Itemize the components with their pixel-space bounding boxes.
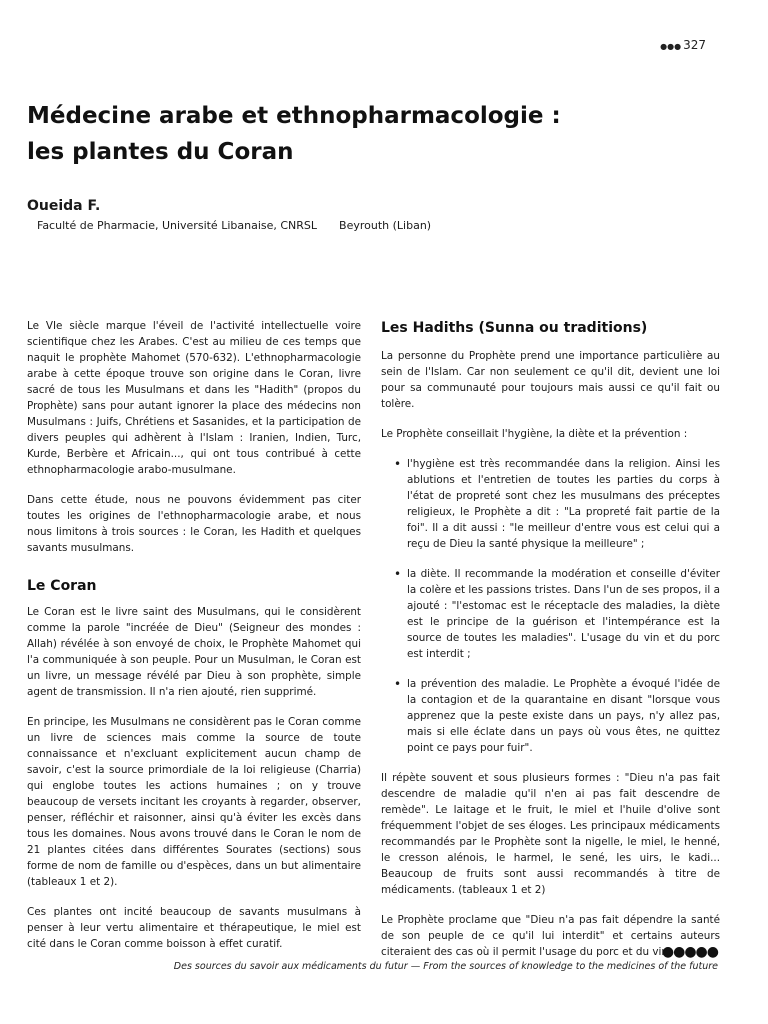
left-column [27,318,361,966]
section-heading-coran: Le Coran [27,578,97,594]
author-affiliation [37,219,431,232]
hadiths-paragraph-4: Le Prophète proclame que "Dieu n'a pas fait dépendre la santé de son peuple de ce qu'il lui interdit" et certains auteurs citeraient des cas où il permit l'usage du porc et du vin. [381,914,720,958]
page-number [660,38,706,52]
hadiths-paragraph-2: Le Prophète conseillait l'hygiène, la diète et la prévention : [381,428,688,440]
affiliation-city: Beyrouth (Liban) [339,219,432,232]
list-item-prevention: • la prévention des maladie. Le Prophète a évoqué l'idée de la contagion et de la quarantaine en disant "lorsque vous apprenez que la peste existe dans un pays, n'y allez pas, mais si elle éclate dans un pays où vous êtes, ne quittez point ce pays pour fuir". [407,676,720,756]
intro-paragraph-2: Dans cette étude, nous ne pouvons évidemment pas citer toutes les origines de l'ethnopharmacologie arabe, et nous nous limitons à trois sources : le Coran, les Hadith et quelques savants musulmans. [27,494,361,554]
list-item-diete: • la diète. Il recommande la modération et conseille d'éviter la colère et les passions tristes. Dans l'un de ses propos, il a ajouté : "l'estomac est le réceptacle des maladies, la diète est le principe de la guérison et l'intempérance est la source de toutes les maladies". L'usage du vin et du porc est interdit ; [407,566,720,662]
advice-list [381,456,720,756]
header-dots: ●●● [660,42,682,51]
right-column [381,320,720,974]
title-line-1: Médecine arabe et ethnopharmacologie : [27,103,561,129]
page-number-value: 327 [683,38,706,52]
coran-paragraph-1: Le Coran est le livre saint des Musulmans, qui le considèrent comme la parole "incréée de Dieu" (Seigneur des mondes : Allah) révélée à son envoyé de choix, le Prophète Mahomet qui l'a communiquée à son peuple. Pour un Musulman, le Coran est un livre, un message révélé par Dieu à son prophète, simple agent de transmission. Il n'a rien ajouté, rien supprimé. [27,606,361,698]
running-footer: Des sources du savoir aux médicaments du futur — From the sources of knowledge to the medicines of the future [173,961,718,972]
hadiths-paragraph-1: La personne du Prophète prend une importance particulière au sein de l'Islam. Car non seulement ce qu'il dit, devient une loi pour sa communauté pour toujours mais aussi ce qu'il fait ou tolère. [381,350,720,410]
coran-paragraph-3: Ces plantes ont incité beaucoup de savants musulmans à penser à leur vertu alimentaire et thérapeutique, le miel est cité dans le Coran comme boisson à effet curatif. [27,906,361,950]
hadiths-paragraph-3: Il répète souvent et sous plusieurs formes : "Dieu n'a pas fait descendre de maladie qu'il n'en ai pas fait descendre de remède". Le laitage et le fruit, le miel et l'huile d'olive sont fréquemment l'objet de ses éloges. Les principaux médicaments recommandés par le Prophète sont la nigelle, le miel, le henné, le cresson alénois, le harmel, le sené, les uirs, le kadi... Beaucoup de fruits sont aussi recommandés à titre de médicaments. (tableaux 1 et 2) [381,772,720,896]
footer-dots: ●●●●● [661,944,718,960]
list-item-hygiene: • l'hygiène est très recommandée dans la religion. Ainsi les ablutions et l'entretien de toutes les parties du corps à l'état de propreté sont chez les musulmans des préceptes religieux, le Prophète a dit : "La propreté fait partie de la foi". Il a dit aussi : "le meilleur d'entre vous est celui qui a reçu de Dieu la santé physique la meilleure" ; [407,456,720,552]
author-name: Oueida F. [27,198,101,214]
coran-paragraph-2: En principe, les Musulmans ne considèrent pas le Coran comme un livre de sciences mais comme la source de toute connaissance et n'excluant explicitement aucun champ de savoir, c'est la source primordiale de la loi religieuse (Charria) qui englobe toutes les actions humaines ; on y trouve beaucoup de versets incitant les croyants à regarder, observer, penser, réfléchir et raisonner, ainsi qu'à éviter les excès dans tous les domaines. Nous avons trouvé dans le Coran le nom de 21 plantes citées dans différentes Sourates (sections) sous forme de nom de famille ou d'espèces, dans un but alimentaire (tableaux 1 et 2). [27,716,361,888]
title-line-2: les plantes du Coran [27,139,294,165]
article-title [27,98,627,170]
affiliation-institution: Faculté de Pharmacie, Université Libanaise, CNRSL [37,219,318,232]
section-heading-hadiths: Les Hadiths (Sunna ou traditions) [381,320,648,336]
intro-paragraph-1: Le VIe siècle marque l'éveil de l'activité intellectuelle voire scientifique chez les Arabes. C'est au milieu de ces temps que naquit le prophète Mahomet (570-632). L'ethnopharmacologie arabe à cette époque trouve son origine dans le Coran, livre sacré de tous les Musulmans et dans les "Hadith" (propos du Prophète) sans pour autant ignorer la place des médecins non Musulmans : Juifs, Chrétiens et Sasanides, et la participation de divers peuples qui adhèrent à l'Islam : Iranien, Indien, Turc, Kurde, Berbère et Africain..., qui ont tous contribué à cette ethnopharmacologie arabo-musulmane. [27,320,361,476]
